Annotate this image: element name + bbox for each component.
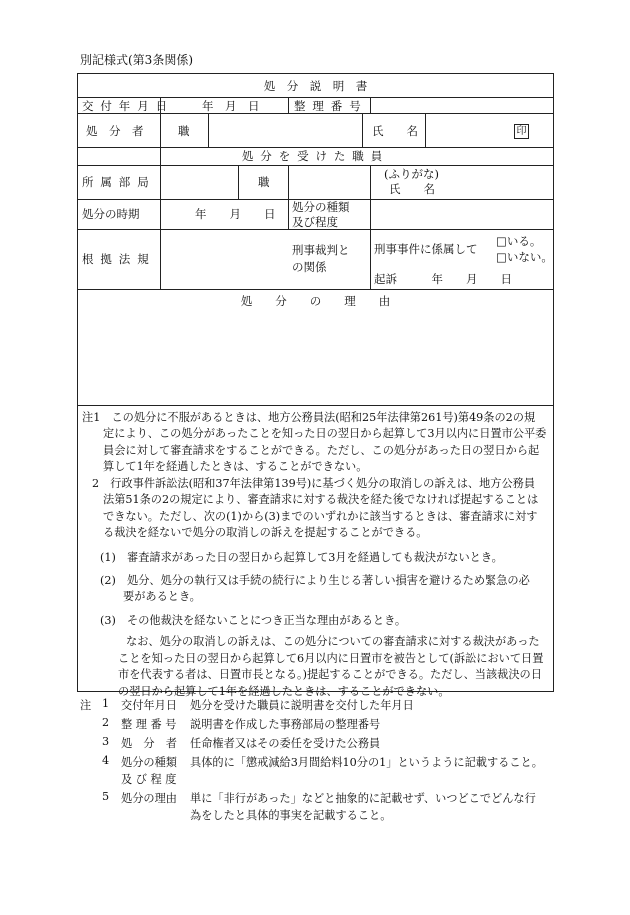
note2-first-line: 2 行政事件訴訟法(昭和37年法律第139号)に基づく処分の取消しの訴えは、地方公務員 <box>92 477 536 490</box>
criminal-relation-label-1: 刑事裁判と <box>292 243 350 257</box>
reference-number-label: 整理番号 <box>294 99 368 113</box>
department-label: 所属部局 <box>82 175 156 189</box>
disposition-time-label: 処分の時期 <box>82 207 140 221</box>
footnote-5-term: 処分の理由 <box>121 792 177 805</box>
footnote-5-desc: 単に「非行があった」などと抽象的に記載せず、いつどこでどんな行 <box>190 792 536 805</box>
footnote-2-num: 2 <box>102 716 110 729</box>
footnote-4-num: 4 <box>102 754 110 767</box>
note2-body: 法第51条の2の規定により、審査請求に対する裁決を経た後でなければ提起することはできない。ただし、次の(1)から(3)までのいずれかに該当するときは、審査請求に対する裁決を経ないで処分の取消しの訴えを提起することができる。 <box>103 493 539 539</box>
footnote-1-num: 1 <box>102 697 110 710</box>
reason-section-title: 処 分 の 理 由 <box>240 294 391 308</box>
pending-no-checkbox[interactable]: □いない。 <box>496 250 553 264</box>
footnote-3-num: 3 <box>102 735 110 748</box>
footnote-3-desc: 任命権者又はその委任を受けた公務員 <box>190 737 381 750</box>
disposer-name-label: 氏 名 <box>372 124 418 138</box>
disposition-time-value: 年 月 日 <box>195 207 276 221</box>
footnote-4-term2: 及 び 程 度 <box>121 773 177 786</box>
footnote-4-desc: 具体的に「懲戒減給3月間給料10分の1」というように記載すること。 <box>190 756 543 769</box>
form-title: 処 分 説 明 書 <box>263 79 368 93</box>
condition-3: (3) その他裁決を経ないことにつき正当な理由があるとき。 <box>100 614 407 627</box>
footnote-2-term: 整 理 番 号 <box>121 718 177 731</box>
footnote-mark: 注 <box>80 699 92 712</box>
footnote-2-desc: 説明書を作成した事務部局の整理番号 <box>190 718 381 731</box>
footnote-1-desc: 処分を受けた職員に説明書を交付した年月日 <box>190 699 414 712</box>
delivery-date-value: 年 月 日 <box>202 99 260 113</box>
furigana-label: (ふりがな) <box>384 167 439 181</box>
closing-paragraph: なお、処分の取消しの訴えは、この処分についての審査請求に対する裁決があったことを知った日の翌日から起算して6月以内に日置市を被告として(訴訟において日置市を代表する者は、日置市長となる。)提起することができる。ただし、当該裁決の日の翌日から起算して1年を経過したときは、することができない。 <box>118 635 544 698</box>
employee-job-label: 職 <box>258 175 270 189</box>
condition-2-line2: 要があるとき。 <box>123 590 201 603</box>
form-header: 別記様式(第3条関係) <box>80 53 193 67</box>
condition-2-line1: (2) 処分、処分の執行又は手続の続行により生じる著しい損害を避けるため緊急の必 <box>100 574 530 587</box>
legal-basis-label: 根拠法規 <box>82 252 156 266</box>
note1-first-line: 注1 この処分に不服があるときは、地方公務員法(昭和25年法律第261号)第49条の2の規 <box>82 411 536 424</box>
disposition-type-label-1: 処分の種類 <box>292 200 350 214</box>
delivery-date-label: 交付年月日 <box>82 99 174 113</box>
disposer-label: 処 分 者 <box>86 124 144 138</box>
employee-section-title: 処分を受けた職員 <box>241 149 390 163</box>
indictment-date: 起訴 年 月 日 <box>374 272 512 286</box>
footnote-5-desc2: 為をしたと具体的事実を記載すること。 <box>190 809 392 822</box>
criminal-relation-label-2: の関係 <box>292 260 327 274</box>
footnote-4-term: 処分の種類 <box>121 756 177 769</box>
seal-mark: 印 <box>514 124 529 139</box>
pending-yes-checkbox[interactable]: □いる。 <box>496 234 542 248</box>
note1-body: 定により、この処分があったことを知った日の翌日から起算して3月以内に日置市公平委員会に対して審査請求をすることができる。ただし、この処分があった日の翌日から起算して1年を経過したときは、することができない。 <box>103 427 547 473</box>
criminal-pending-label: 刑事事件に係属して <box>374 242 478 256</box>
disposition-form <box>77 73 554 698</box>
footnote-1-term: 交付年月日 <box>121 699 177 712</box>
employee-name-label: 氏 名 <box>389 182 435 196</box>
disposition-type-label-2: 及び程度 <box>292 215 338 229</box>
footnote-5-num: 5 <box>102 790 110 803</box>
footnote-3-term: 処 分 者 <box>121 737 177 750</box>
disposer-job-label: 職 <box>178 124 190 138</box>
condition-1: (1) 審査請求があった日の翌日から起算して3月を経過しても裁決がないとき。 <box>100 551 503 564</box>
